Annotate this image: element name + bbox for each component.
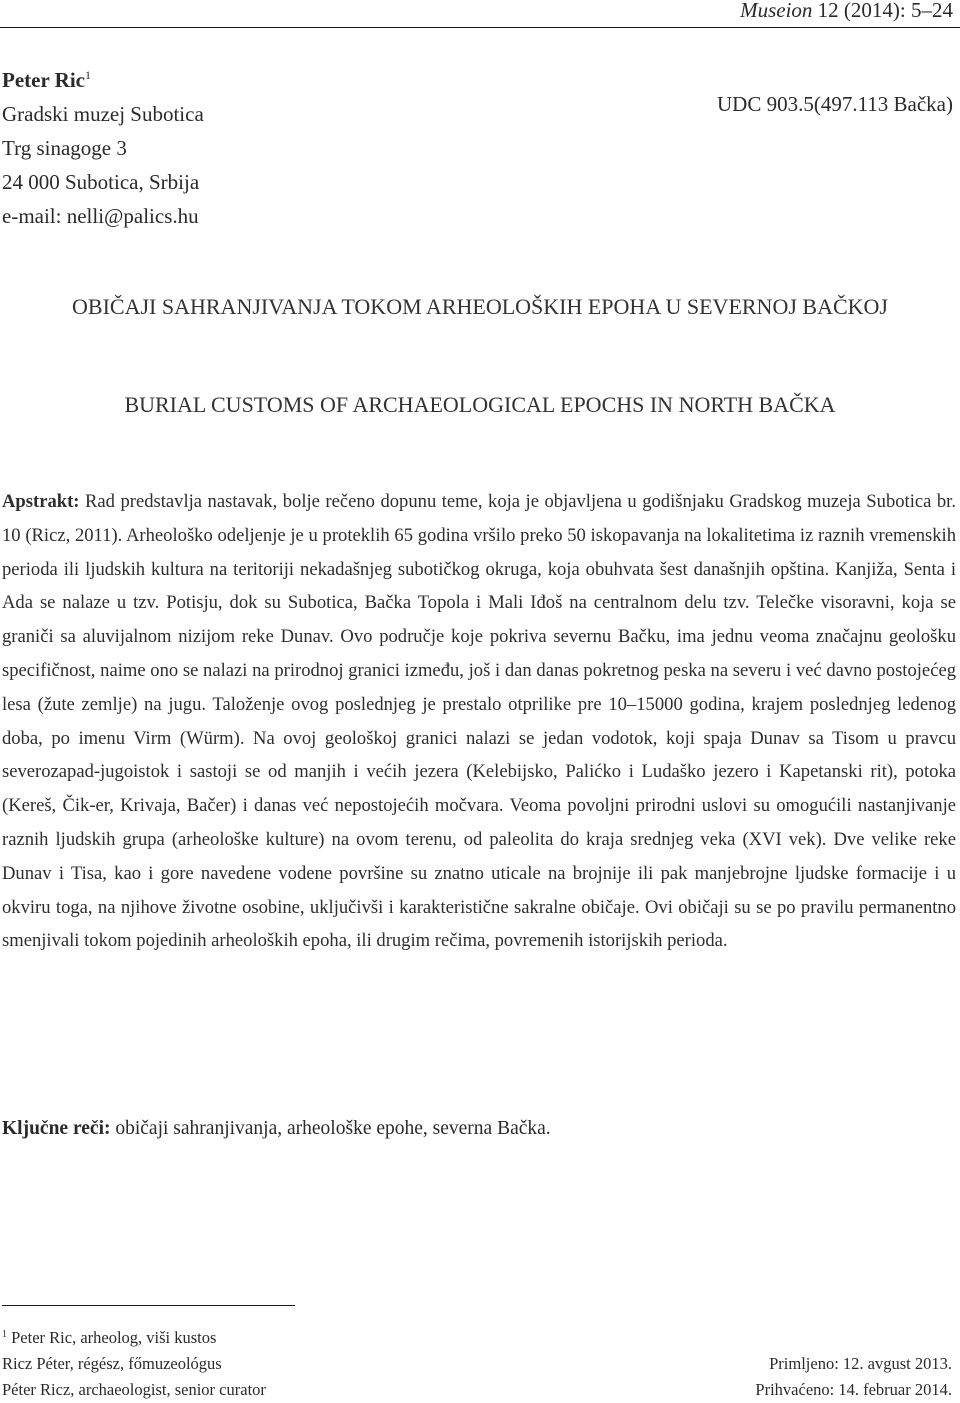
footnote-line-1 — [2, 1328, 216, 1348]
author-city: 24 000 Subotica, Srbija — [2, 170, 200, 194]
keywords — [2, 1118, 551, 1140]
journal-issue: 12 (2014): 5–24 — [812, 0, 953, 22]
keywords-label: Ključne reči: — [2, 1118, 111, 1139]
author-footnote-mark: 1 — [84, 68, 91, 82]
journal-reference — [740, 0, 953, 23]
author-block — [2, 58, 204, 233]
abstract-text: Rad predstavlja nastavak, bolje rečeno dopunu teme, koja je objavljena u godišnjaku Gradskog muzeja Subotica br. 10 (Ricz, 2011). Arheološko odeljenje je u proteklih 65 godina vršilo preko 50 iskopavanja na lokalitetima iz raznih vremenskih perioda ili ljudskih kultura na teritoriji nekadašnjeg subotičkog okruga, koja obuhvata šest današnjih opština. Kanjiža, Senta i Ada se nalaze u tzv. Potisju, dok su Subotica, Bačka Topola i Mali Iđoš na centralnom delu tzv. Telečke visoravni, koja se graniči sa aluvijalnom nizijom reke Dunav. Ovo područje koje pokriva severnu Bačku, ima jednu veoma značajnu geološku specifičnost, naime ono se nalazi na prirodnoj granici između, još i dan danas pokretnog peska na severu i već davno postojećeg lesa (žute zemlje) na jugu. Taloženje ovog poslednjeg je prestalo otprilike pre 10–15000 godina, krajem poslednjeg ledenog doba, po imenu Virm (Würm). Na ovoj geološkoj granici nalazi se jedan vodotok, koji spaja Dunav sa Tisom u pravcu severozapad-jugoistok i sastoji se od manjih i većih jezera (Kelebijsko, Palićko i Ludaško jezero i Kapetanski rit), potoka (Kereš, Čik-er, Krivaja, Bačer) i danas već nepostojećih močvara. Veoma povoljni prirodni uslovi su omogućili nastanjivanje raznih ljudskih grupa (arheološke kulture) na ovom terenu, od paleolita do kraja srednjeg veka (XVI vek). Dve velike reke Dunav i Tisa, kao i gore navedene vodene površine su znatno uticale na brojnije ili pak manjebrojne ljudske formacije i u okviru toga, na njihove životne osobine, uključivši i karakteristične sakralne običaje. Ovi običaji su se po pravilu permanentno smenjivali tokom pojedinih arheoloških epoha, ili drugim rečima, povremenih istorijskih perioda. — [2, 491, 956, 952]
udc-code: UDC 903.5(497.113 Bačka) — [716, 92, 953, 116]
abstract-label: Apstrakt: — [2, 491, 80, 512]
footnote-mark: 1 — [2, 1329, 7, 1340]
author-email: e-mail: nelli@palics.hu — [2, 204, 199, 228]
title-english: BURIAL CUSTOMS OF ARCHAEOLOGICAL EPOCHS IN NORTH BAČKA — [124, 392, 836, 417]
abstract — [2, 485, 956, 958]
footnote-author-hungarian: Ricz Péter, régész, főmuzeológus — [2, 1354, 222, 1373]
accepted-date: Prihvaćeno: 14. februar 2014. — [755, 1380, 952, 1399]
footnote-author-english: Péter Ricz, archaeologist, senior curator — [2, 1380, 266, 1399]
footnote-author-serbian: Peter Ric, arheolog, viši kustos — [7, 1328, 217, 1347]
header-rule — [0, 27, 960, 28]
author-street: Trg sinagoge 3 — [2, 136, 127, 160]
title-serbian: OBIČAJI SAHRANJIVANJA TOKOM ARHEOLOŠKIH EPOHA U SEVERNOJ BAČKOJ — [72, 294, 888, 319]
footnote-rule — [2, 1305, 295, 1306]
author-institution: Gradski muzej Subotica — [2, 102, 204, 126]
author-name: Peter Ric — [2, 68, 85, 92]
journal-name: Museion — [740, 0, 813, 22]
received-date: Primljeno: 12. avgust 2013. — [769, 1354, 952, 1373]
keywords-text: običaji sahranjivanja, arheološke epohe, severna Bačka. — [110, 1118, 551, 1139]
